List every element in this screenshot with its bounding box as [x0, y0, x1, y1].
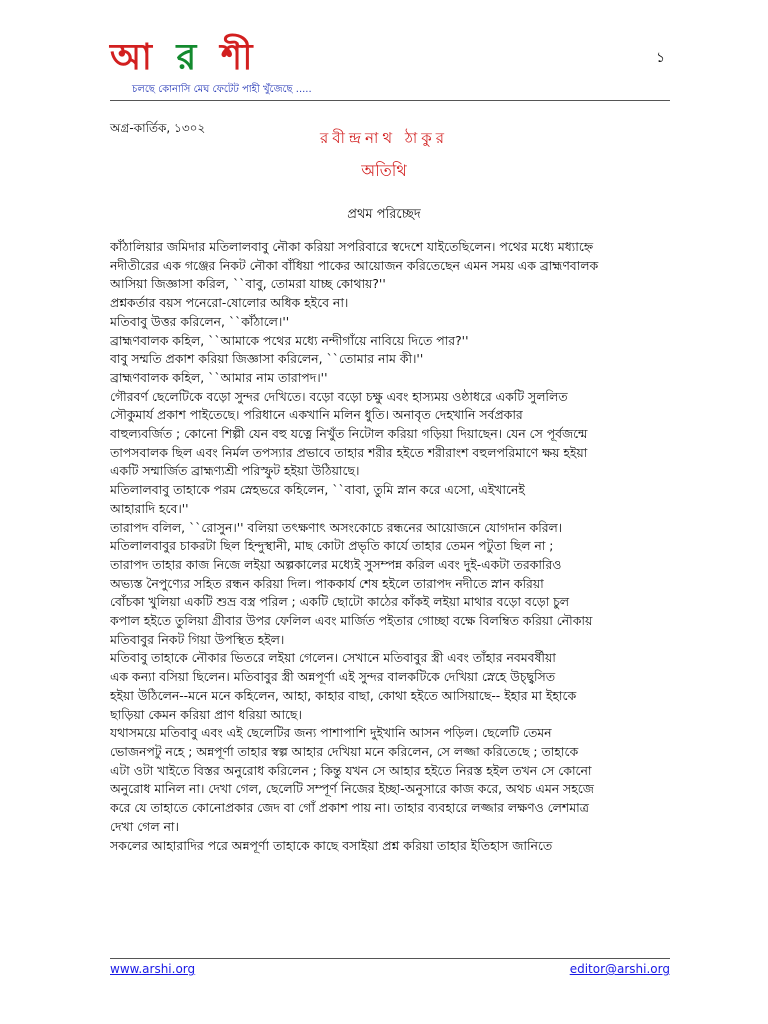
website-link[interactable]: www.arshi.org — [110, 962, 196, 976]
body-line: দেখা গেল না। — [110, 818, 179, 834]
story-title: অতিথি — [361, 161, 407, 180]
body-line: ব্রাহ্মণবালক কহিল, ``আমার নাম তারাপদ।'' — [110, 369, 328, 385]
body-line: তাপসবালক ছিল এবং নির্মল তপস্যার প্রভাবে তাহার শরীর হইতে শরীরাংশ বহুলপরিমাণে ক্ষয় হইয়া — [110, 444, 588, 460]
site-footer — [110, 962, 670, 976]
body-line: যথাসময়ে মতিবাবু এবং এই ছেলেটির জন্য পাশাপাশি দুইখানি আসন পড়িল। ছেলেটি তেমন — [110, 725, 552, 741]
story-body — [110, 238, 665, 855]
header-divider — [110, 100, 670, 101]
body-line: অভ্যস্ত নৈপুণ্যের সহিত রন্ধন করিয়া দিল। পাককার্য শেষ হইলে তারাপদ নদীতে স্নান করিয়া — [110, 575, 544, 591]
body-line: মতিবাবুর নিকট গিয়া উপস্থিত হইল। — [110, 631, 285, 647]
body-line: মতিলালবাবুর চাকরটা ছিল হিন্দুস্থানী, মাছ কোটা প্রভৃতি কার্যে তাহার তেমন পটুতা ছিল না ; — [110, 538, 554, 554]
logo-letter: আ — [110, 37, 158, 78]
body-line: এক কন্যা বসিয়া ছিলেন। মতিবাবুর স্ত্রী অন্নপূর্ণা এই সুন্দর বালকটিকে দেখিয়া স্নেহে উচ্ছ্বসিত — [110, 669, 556, 685]
chapter-heading: প্রথম পরিচ্ছেদ — [347, 207, 421, 222]
body-line: প্রশ্নকর্তার বয়স পনেরো-ষোলোর অধিক হইবে না। — [110, 295, 349, 311]
footer-divider — [110, 958, 670, 959]
body-line: বাহুল্যবর্জিত ; কোনো শিল্পী যেন বহু যত্নে নিখুঁত নিটোল করিয়া গড়িয়া দিয়াছেন। যেন সে পূর্বজন্মে — [110, 426, 588, 442]
email-link[interactable]: editor@arshi.org — [569, 962, 670, 976]
body-line: ভোজনপটু নহে ; অন্নপূর্ণা তাহার স্বল্প আহার দেখিয়া মনে করিলেন, সে লজ্জা করিতেছে ; তাহাকে — [110, 743, 579, 759]
body-line: তারাপদ তাহার কাজ নিজে লইয়া অল্পকালের মধ্যেই সুসম্পন্ন করিল এবং দুই-একটা তরকারিও — [110, 556, 562, 572]
body-line: ব্রাহ্মণবালক কহিল, ``আমাকে পথের মধ্যে নন্দীগাঁয়ে নাবিয়ে দিতে পার?'' — [110, 332, 469, 348]
body-line: মতিবাবু তাহাকে নৌকার ভিতরে লইয়া গেলেন। সেখানে মতিবাবুর স্ত্রী এবং তাঁহার নবমবর্ষীয়া — [110, 650, 556, 666]
body-line: আহারাদি হবে।'' — [110, 500, 189, 516]
issue-date: অগ্র-কার্তিক, ১৩০২ — [110, 121, 206, 135]
body-line: করে যে তাহাতে কোনোপ্রকার জেদ বা গোঁ প্রকাশ পায় না। তাহার ব্যবহারে লজ্জার লক্ষণও লেশমাত্র — [110, 800, 589, 816]
body-line: এটা ওটা খাইতে বিস্তর অনুরোধ করিলেন ; কিন্তু যখন সে আহার হইতে নিরস্ত হইল তখন সে কোনো — [110, 762, 592, 778]
body-line: আসিয়া জিজ্ঞাসা করিল, ``বাবু, তোমরা যাচ্ছ কোথায়?'' — [110, 276, 386, 292]
body-line: হইয়া উঠিলেন--মনে মনে কহিলেন, আহা, কাহার বাছা, কোথা হইতে আসিয়াছে-- ইহার মা ইহাকে — [110, 687, 577, 703]
body-line: বাবু সম্মতি প্রকাশ করিয়া জিজ্ঞাসা করিলেন, ``তোমার নাম কী।'' — [110, 351, 424, 367]
body-line: অনুরোধ মানিল না। দেখা গেল, ছেলেটি সম্পূর্ণ নিজের ইচ্ছা-অনুসারে কাজ করে, অথচ এমন সহজে — [110, 781, 594, 797]
body-line: মতিলালবাবু তাহাকে পরম স্নেহভরে কহিলেন, ``বাবা, তুমি স্নান করে এসো, এইখানেই — [110, 482, 525, 498]
body-line: একটি সম্মার্জিত ব্রাহ্মণ্যশ্রী পরিস্ফুট হইয়া উঠিয়াছে। — [110, 463, 360, 479]
body-line: ছাড়িয়া কেমন করিয়া প্রাণ ধরিয়া আছে। — [110, 706, 302, 722]
logo-letter: শী — [220, 37, 259, 78]
body-line: মতিবাবু উত্তর করিলেন, ``কাঁঠালে।'' — [110, 313, 290, 329]
body-line: সকলের আহারাদির পরে অন্নপূর্ণা তাহাকে কাছে বসাইয়া প্রশ্ন করিয়া তাহার ইতিহাস জানিতে — [110, 837, 553, 853]
site-header — [110, 38, 670, 99]
site-logo — [110, 38, 670, 78]
body-line: কপাল হইতে তুলিয়া গ্রীবার উপর ফেলিল এবং মার্জিত পইতার গোচ্ছা বক্ষে বিলম্বিত করিয়া নৌকায় — [110, 613, 593, 629]
body-line: গৌরবর্ণ ছেলেটিকে বড়ো সুন্দর দেখিতে। বড়ো বড়ো চক্ষু এবং হাস্যময় ওষ্ঠাধরে একটি সুললিত — [110, 388, 568, 404]
site-tagline: চলছে কোনাসি মেঘ ফেটেট পাহী খুঁজেছে ..... — [132, 84, 312, 95]
body-line: বোঁচকা খুলিয়া একটি শুভ্র বস্ত্র পরিল ; একটি ছোটো কাঠের কাঁকই লইয়া মাথার বড়ো বড়ো চুল — [110, 594, 570, 610]
logo-letter: র — [176, 37, 203, 78]
page-number: ১ — [656, 50, 666, 66]
body-line: কাঁঠালিয়ার জমিদার মতিলালবাবু নৌকা করিয়া সপরিবারে স্বদেশে যাইতেছিলেন। পথের মধ্যে মধ্যাহ্নে — [110, 239, 594, 254]
body-line: তারাপদ বলিল, ``রোসুন।'' বলিয়া তৎক্ষণাৎ অসংকোচে রন্ধনের আয়োজনে যোগদান করিল। — [110, 519, 563, 535]
author-name: রবীন্দ্রনাথ ঠাকুর — [320, 129, 448, 147]
body-line: নদীতীরের এক গঞ্জের নিকট নৌকা বাঁধিয়া পাকের আয়োজন করিতেছেন এমন সময় এক ব্রাহ্মণবালক — [110, 257, 599, 273]
body-line: সৌকুমার্য প্রকাশ পাইতেছে। পরিধানে একখানি মলিন ধুতি। অনাবৃত দেহখানি সর্বপ্রকার — [110, 407, 523, 423]
